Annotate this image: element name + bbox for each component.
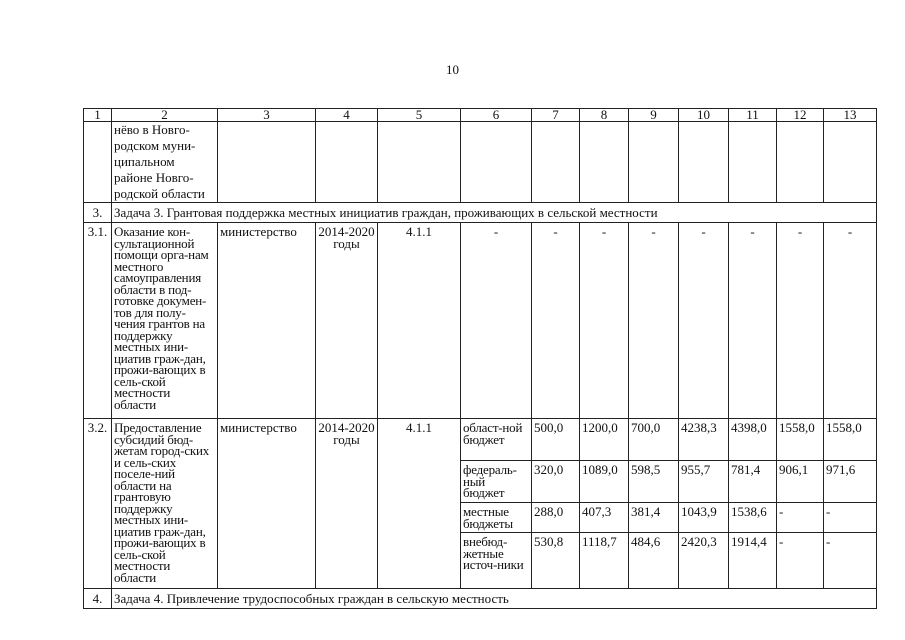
row31-value-13: - xyxy=(824,223,877,419)
row32-regional-value-8: 1200,0 xyxy=(580,419,629,461)
task3-title: Задача 3. Грантовая поддержка местных инициатив граждан, проживающих в сельской местности xyxy=(112,203,877,223)
row32-source-extrabudget: внебюд-жетные источ-ники xyxy=(461,533,532,589)
row32-executor: министерство xyxy=(218,419,316,589)
row31-indicator: 4.1.1 xyxy=(378,223,461,419)
col-header-10: 10 xyxy=(679,109,729,122)
row32-local-value-7: 288,0 xyxy=(532,503,580,533)
row31-number: 3.1. xyxy=(84,223,112,419)
col-header-6: 6 xyxy=(461,109,532,122)
row32-regional-value-7: 500,0 xyxy=(532,419,580,461)
row32-extrabudget-value-12: - xyxy=(777,533,824,589)
row32-federal-value-8: 1089,0 xyxy=(580,461,629,503)
row32-regional-value-12: 1558,0 xyxy=(777,419,824,461)
row32-extrabudget-value-10: 2420,3 xyxy=(679,533,729,589)
task4-row xyxy=(84,589,877,609)
row32-local-value-9: 381,4 xyxy=(629,503,679,533)
row32-regional-value-9: 700,0 xyxy=(629,419,679,461)
row32-regional-value-11: 4398,0 xyxy=(729,419,777,461)
continuation-row xyxy=(84,122,877,203)
col-header-13: 13 xyxy=(824,109,877,122)
page-number: 10 xyxy=(446,62,459,77)
continuation-text: нёво в Новго-родском муни-ципальном районе Новго-родской области xyxy=(112,122,218,203)
row32-federal-value-7: 320,0 xyxy=(532,461,580,503)
col-header-12: 12 xyxy=(777,109,824,122)
row32-local-value-10: 1043,9 xyxy=(679,503,729,533)
row32-description: Предоставление субсидий бюд-жетам город-ских и сель-ских поселе-ний области на грантовую поддержку местных ини-циатив граж-дан, прожи-вающих в сель-ской местности области xyxy=(112,419,218,589)
row32-extrabudget-value-8: 1118,7 xyxy=(580,533,629,589)
row32-federal-value-12: 906,1 xyxy=(777,461,824,503)
row-3-1 xyxy=(84,223,877,419)
col-header-7: 7 xyxy=(532,109,580,122)
col-header-5: 5 xyxy=(378,109,461,122)
row32-extrabudget-value-13: - xyxy=(824,533,877,589)
row32-indicator: 4.1.1 xyxy=(378,419,461,589)
row32-local-value-8: 407,3 xyxy=(580,503,629,533)
task3-number: 3. xyxy=(84,203,112,223)
col-header-2: 2 xyxy=(112,109,218,122)
row31-description: Оказание кон-сультационной помощи орга-нам местного самоуправления области в под-готовке докумен-тов для полу-чения грантов на поддержку местных ини-циатив граж-дан, прожи-вающих в сель-ской местности области xyxy=(112,223,218,419)
col-header-11: 11 xyxy=(729,109,777,122)
row32-extrabudget-value-7: 530,8 xyxy=(532,533,580,589)
row32-number: 3.2. xyxy=(84,419,112,589)
row31-value-12: - xyxy=(777,223,824,419)
row-3-2-regional xyxy=(84,419,877,461)
row32-federal-value-11: 781,4 xyxy=(729,461,777,503)
col-header-9: 9 xyxy=(629,109,679,122)
row31-executor: министерство xyxy=(218,223,316,419)
col-header-4: 4 xyxy=(316,109,378,122)
row32-federal-value-13: 971,6 xyxy=(824,461,877,503)
row32-source-local: местные бюджеты xyxy=(461,503,532,533)
task4-title: Задача 4. Привлечение трудоспособных граждан в сельскую местность xyxy=(112,589,877,609)
row31-value-9: - xyxy=(629,223,679,419)
row32-local-value-11: 1538,6 xyxy=(729,503,777,533)
row32-regional-value-10: 4238,3 xyxy=(679,419,729,461)
row32-local-value-12: - xyxy=(777,503,824,533)
col-header-8: 8 xyxy=(580,109,629,122)
row32-extrabudget-value-11: 1914,4 xyxy=(729,533,777,589)
column-number-row xyxy=(84,109,877,122)
row32-extrabudget-value-9: 484,6 xyxy=(629,533,679,589)
col-header-1: 1 xyxy=(84,109,112,122)
col-header-3: 3 xyxy=(218,109,316,122)
row31-value-7: - xyxy=(532,223,580,419)
row32-period: 2014-2020 годы xyxy=(316,419,378,589)
row32-regional-value-13: 1558,0 xyxy=(824,419,877,461)
task4-number: 4. xyxy=(84,589,112,609)
task3-row xyxy=(84,203,877,223)
row31-value-8: - xyxy=(580,223,629,419)
row31-value-11: - xyxy=(729,223,777,419)
row31-source: - xyxy=(461,223,532,419)
row32-federal-value-10: 955,7 xyxy=(679,461,729,503)
program-table xyxy=(83,108,877,609)
row32-federal-value-9: 598,5 xyxy=(629,461,679,503)
row32-source-federal: федераль-ный бюджет xyxy=(461,461,532,503)
row32-local-value-13: - xyxy=(824,503,877,533)
row31-period: 2014-2020 годы xyxy=(316,223,378,419)
row31-value-10: - xyxy=(679,223,729,419)
row32-source-regional: област-ной бюджет xyxy=(461,419,532,461)
